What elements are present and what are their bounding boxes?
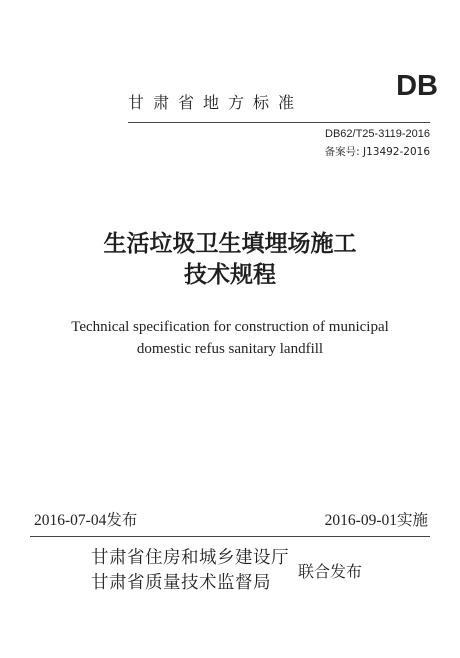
issue-date: 2016-07-04发布 bbox=[34, 512, 138, 529]
top-divider bbox=[128, 122, 430, 123]
db-mark: DB bbox=[396, 70, 438, 102]
record-number: 备案号: J13492-2016 bbox=[324, 146, 430, 158]
standard-level-heading: 甘肃省地方标准 bbox=[128, 93, 304, 112]
english-title-line-2: domestic refus sanitary landfill bbox=[136, 341, 324, 357]
bottom-divider bbox=[30, 536, 430, 537]
english-title bbox=[0, 316, 460, 360]
issuer-1: 甘肃省住房和城乡建设厅 bbox=[91, 548, 289, 568]
chinese-title-line-1: 生活垃圾卫生填埋场施工 bbox=[103, 230, 357, 257]
issuing-authorities bbox=[91, 546, 289, 596]
issuer-2: 甘肃省质量技术监督局 bbox=[91, 573, 271, 593]
standard-number: DB62/T25-3119-2016 bbox=[325, 128, 430, 140]
chinese-title bbox=[0, 228, 460, 290]
joint-issue-label: 联合发布 bbox=[298, 562, 363, 581]
implementation-date: 2016-09-01实施 bbox=[324, 512, 428, 529]
english-title-line-1: Technical specification for construction of municipal bbox=[71, 319, 389, 335]
chinese-title-line-2: 技术规程 bbox=[184, 261, 276, 288]
